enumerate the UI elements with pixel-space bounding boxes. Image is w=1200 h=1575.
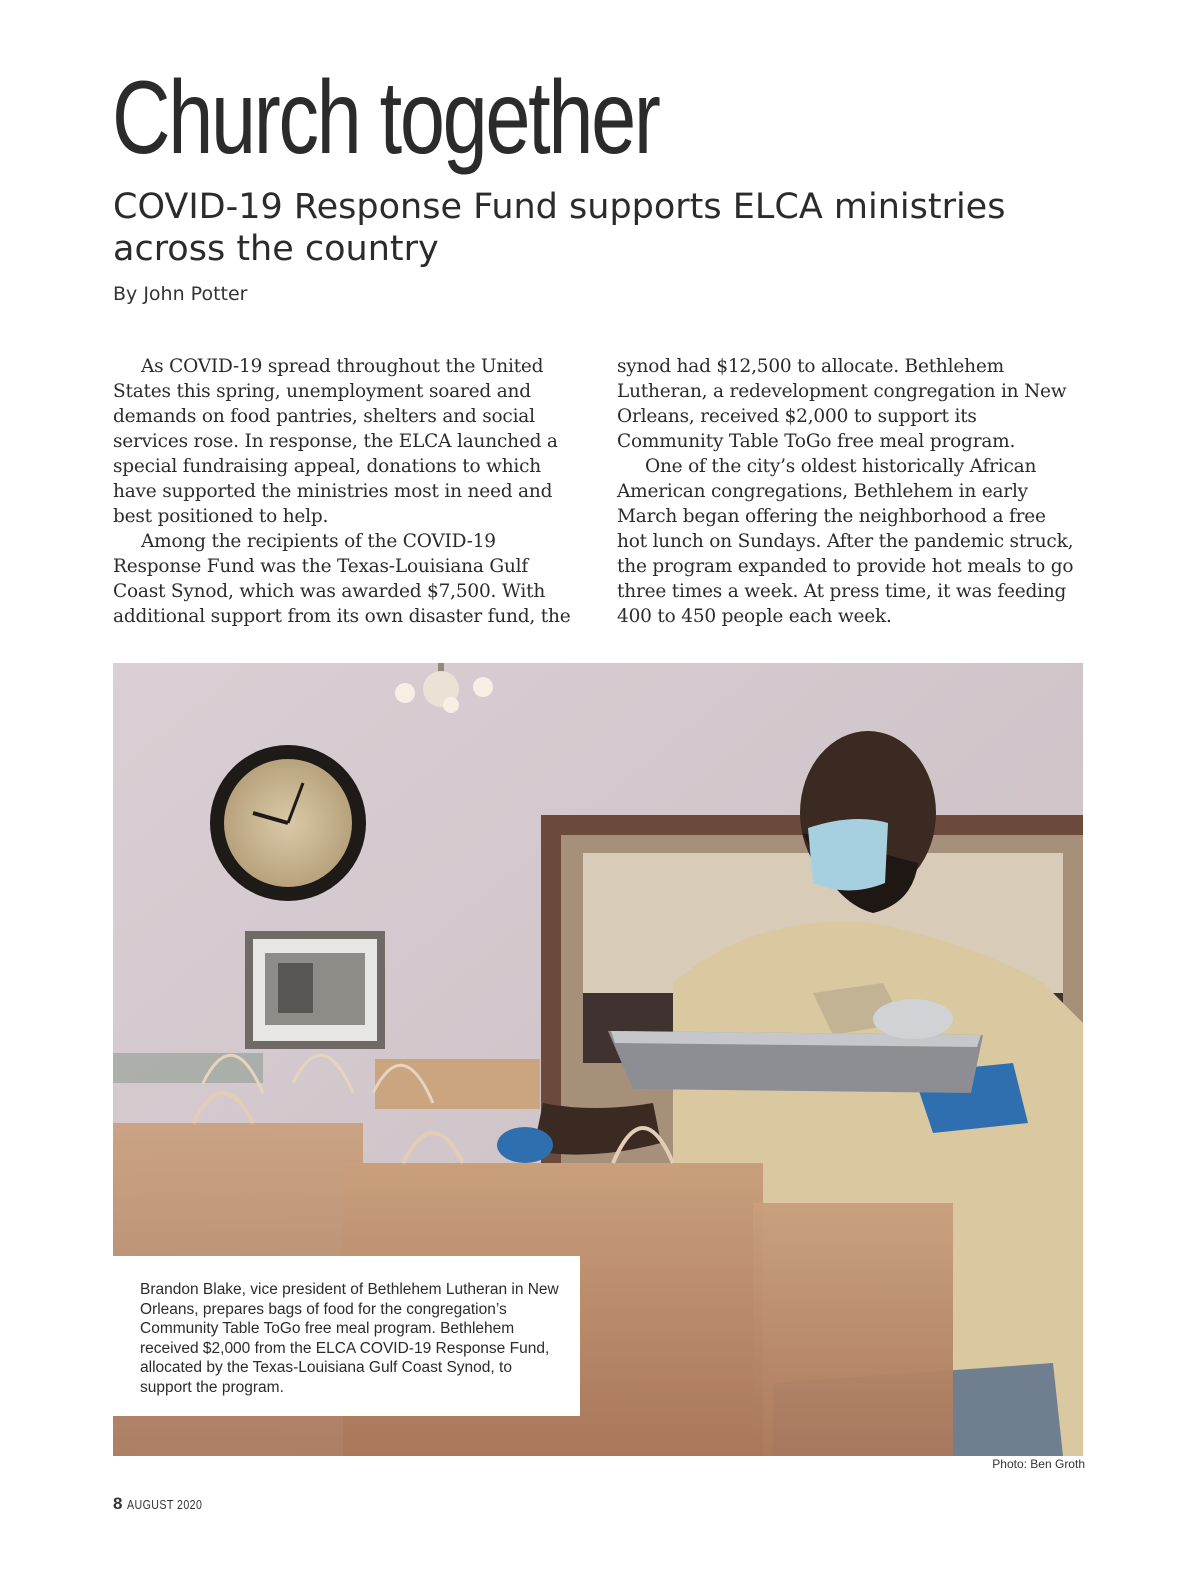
byline: By John Potter	[113, 283, 248, 305]
subhead: COVID-19 Response Fund supports ELCA ministries across the country	[113, 187, 1006, 269]
framed-picture	[245, 931, 385, 1049]
page-number: 8	[113, 1494, 123, 1513]
page-footer	[113, 1494, 216, 1514]
body-column-left	[113, 354, 573, 629]
photo-caption: Brandon Blake, vice president of Bethlehem Lutheran in New Orleans, prepares bags of food for the congregation’s Community Table ToGo free meal program. Bethlehem received $2,000 from the ELCA COVID-19 Response Fund, allocated by the Texas-Louisiana Gulf Coast Synod, to support the program.	[140, 1281, 559, 1396]
issue-date: AUGUST 2020	[127, 1498, 203, 1512]
body-paragraph: Among the recipients of the COVID-19 Response Fund was the Texas-Louisiana Gulf Coast Synod, which was awarded $7,500. With additional support from its own disaster fund, the	[113, 531, 571, 627]
photo-caption-box	[113, 1256, 580, 1416]
body-column-right	[617, 354, 1077, 629]
photo-credit: Photo: Ben Groth	[992, 1457, 1085, 1471]
headline: Church together	[112, 60, 659, 176]
body-paragraph: As COVID-19 spread throughout the United States this spring, unemployment soared and demands on food pantries, shelters and social services rose. In response, the ELCA launched a special fundraising appeal, donations to which have supported the ministries most in need and best positioned to help.	[113, 356, 558, 527]
body-paragraph: synod had $12,500 to allocate. Bethlehem Lutheran, a redevelopment congregation in New Orleans, received $2,000 to support its Community Table ToGo free meal program.	[617, 356, 1067, 452]
body-paragraph: One of the city’s oldest historically African American congregations, Bethlehem in early March began offering the neighborhood a free hot lunch on Sundays. After the pandemic struck, the program expanded to provide hot meals to go three times a week. At press time, it was feeding 400 to 450 people each week.	[617, 456, 1074, 627]
wall-clock	[210, 745, 366, 901]
